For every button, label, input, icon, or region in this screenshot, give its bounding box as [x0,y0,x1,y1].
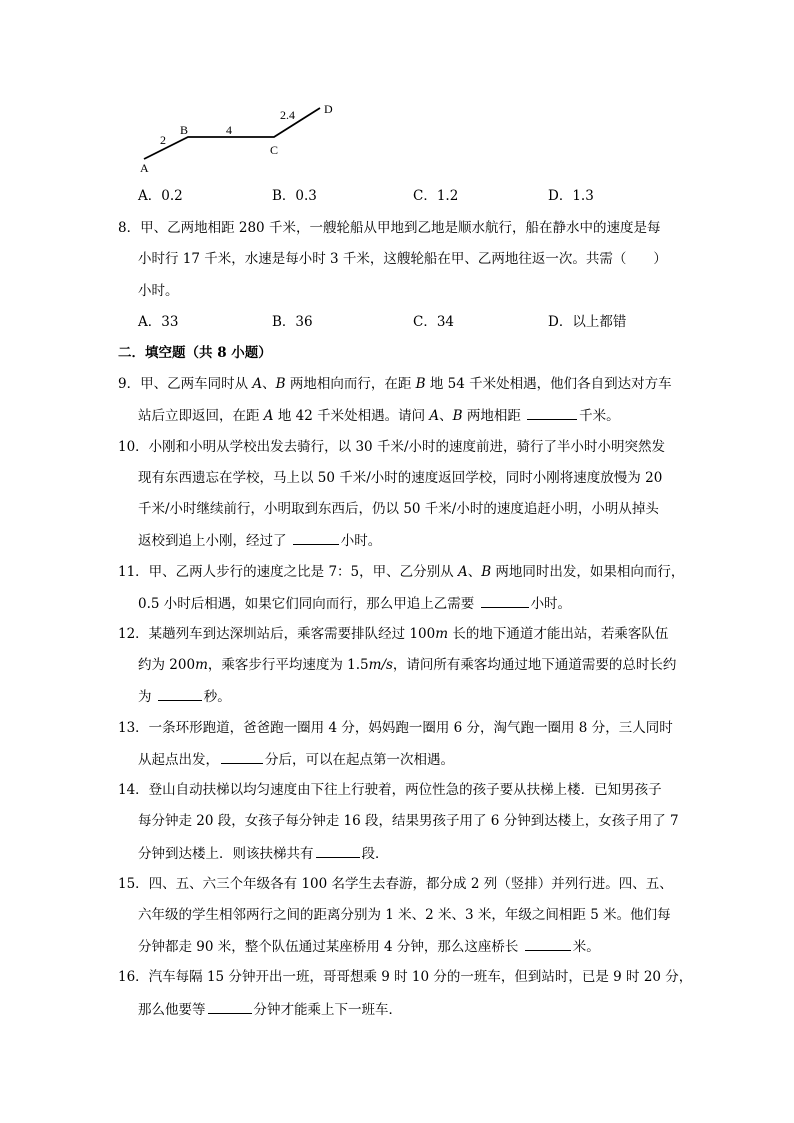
q8-option-b[interactable]: B．36 [272,314,313,330]
q12-line-2: 约为 200m，乘客步行平均速度为 1.5m/s，请问所有乘客均通过地下通道需要的总时长约 [138,657,677,673]
q7-option-c[interactable]: C．1.2 [413,188,459,204]
q14-line-3: 分钟到达楼上．则该扶梯共有 段． [138,843,389,864]
q13-line-1: 13．一条环形跑道，爸爸跑一圈用 4 分，妈妈跑一圈用 6 分，淘气跑一圈用 8 分，三人同时 [118,720,673,736]
q8-line-3: 小时。 [138,283,179,299]
q12-answer-blank[interactable] [158,686,202,701]
q14-answer-blank[interactable] [316,843,360,858]
q7-option-d[interactable]: D．1.3 [548,188,594,204]
q7-option-a[interactable]: A．0.2 [138,188,183,204]
q13-answer-blank[interactable] [221,749,263,764]
q7-option-b[interactable]: B．0.3 [272,188,317,204]
q16-answer-blank[interactable] [208,999,252,1014]
segment-bc-length: 4 [226,123,232,137]
q8-option-d[interactable]: D．以上都错 [548,314,627,330]
section-fill-in-title: 二．填空题（共 8 小题） [118,345,272,361]
point-a-label: A [140,161,149,175]
q11-answer-blank[interactable] [481,593,529,608]
q14-line-1: 14．登山自动扶梯以均匀速度由下往上行驶着，两位性急的孩子要从扶梯上楼．已知男孩子 [118,782,662,798]
q8-line-2: 小时行 17 千米，水速是每小时 3 千米，这艘轮船在甲、乙两地往返一次。共需（ ） [138,251,667,267]
q16-line-1: 16．汽车每隔 15 分钟开出一班，哥哥想乘 9 时 10 分的一班车，但到站时，已是 9 时 20 分， [118,969,693,985]
q13-line-2: 从起点出发， 分后，可以在起点第一次相遇。 [138,749,454,770]
q9-line-1: 9．甲、乙两车同时从 A、B 两地相向而行，在距 B 地 54 千米处相遇，他们各自到达对方车 [118,376,672,392]
q10-line-4: 返校到追上小刚，经过了 小时。 [138,530,381,551]
q8-option-c[interactable]: C．34 [413,314,455,330]
q8-option-a[interactable]: A．33 [138,314,179,330]
q14-line-2: 每分钟走 20 段，女孩子每分钟走 16 段，结果男孩子用了 6 分钟到达楼上，女孩子用了 7 [138,813,679,829]
point-c-label: C [270,143,279,157]
point-d-label: D [324,102,333,116]
q9-line-2: 站后立即返回，在距 A 地 42 千米处相遇。请问 A、B 两地相距 千米。 [138,405,620,426]
segment-ab-length: 2 [160,133,166,147]
q10-answer-blank[interactable] [293,530,339,545]
q11-line-2: 0.5 小时后相遇，如果它们同向而行，那么甲追上乙需要 小时。 [138,593,571,614]
route-diagram [134,96,364,180]
q10-line-1: 10．小刚和小明从学校出发去骑行，以 30 千米/小时的速度前进，骑行了半小时小明突然发 [118,439,665,455]
q9-answer-blank[interactable] [527,405,577,420]
q15-line-2: 六年级的学生相邻两行之间的距离分别为 1 米、2 米、3 米，年级之间相距 5 米。他们每 [138,907,671,923]
q15-line-1: 15．四、五、六三个年级各有 100 名学生去春游，都分成 2 列（竖排）并列行进。四、五、 [118,876,673,892]
segment-cd-length: 2.4 [280,108,295,122]
q12-line-1: 12．某趟列车到达深圳站后，乘客需要排队经过 100m 长的地下通道才能出站，若乘客队伍 [118,626,669,642]
q11-line-1: 11．甲、乙两人步行的速度之比是 7：5，甲、乙分别从 A、B 两地同时出发，如果相向而行， [118,564,685,580]
q16-line-2: 那么他要等 分钟才能乘上下一班车． [138,999,402,1020]
q8-line-1: 8．甲、乙两地相距 280 千米，一艘轮船从甲地到乙地是顺水航行，船在静水中的速度是每 [118,220,661,236]
q15-answer-blank[interactable] [525,936,571,951]
q10-line-3: 千米/小时继续前行，小明取到东西后，仍以 50 千米/小时的速度追赶小明，小明从掉头 [138,501,659,517]
point-b-label: B [180,123,189,137]
q10-line-2: 现有东西遗忘在学校，马上以 50 千米/小时的速度返回学校，同时小刚将速度放慢为 20 [138,470,663,486]
q12-line-3: 为 秒。 [138,686,231,707]
q15-line-3: 分钟都走 90 米，整个队伍通过某座桥用 4 分钟，那么这座桥长 米。 [138,936,600,957]
